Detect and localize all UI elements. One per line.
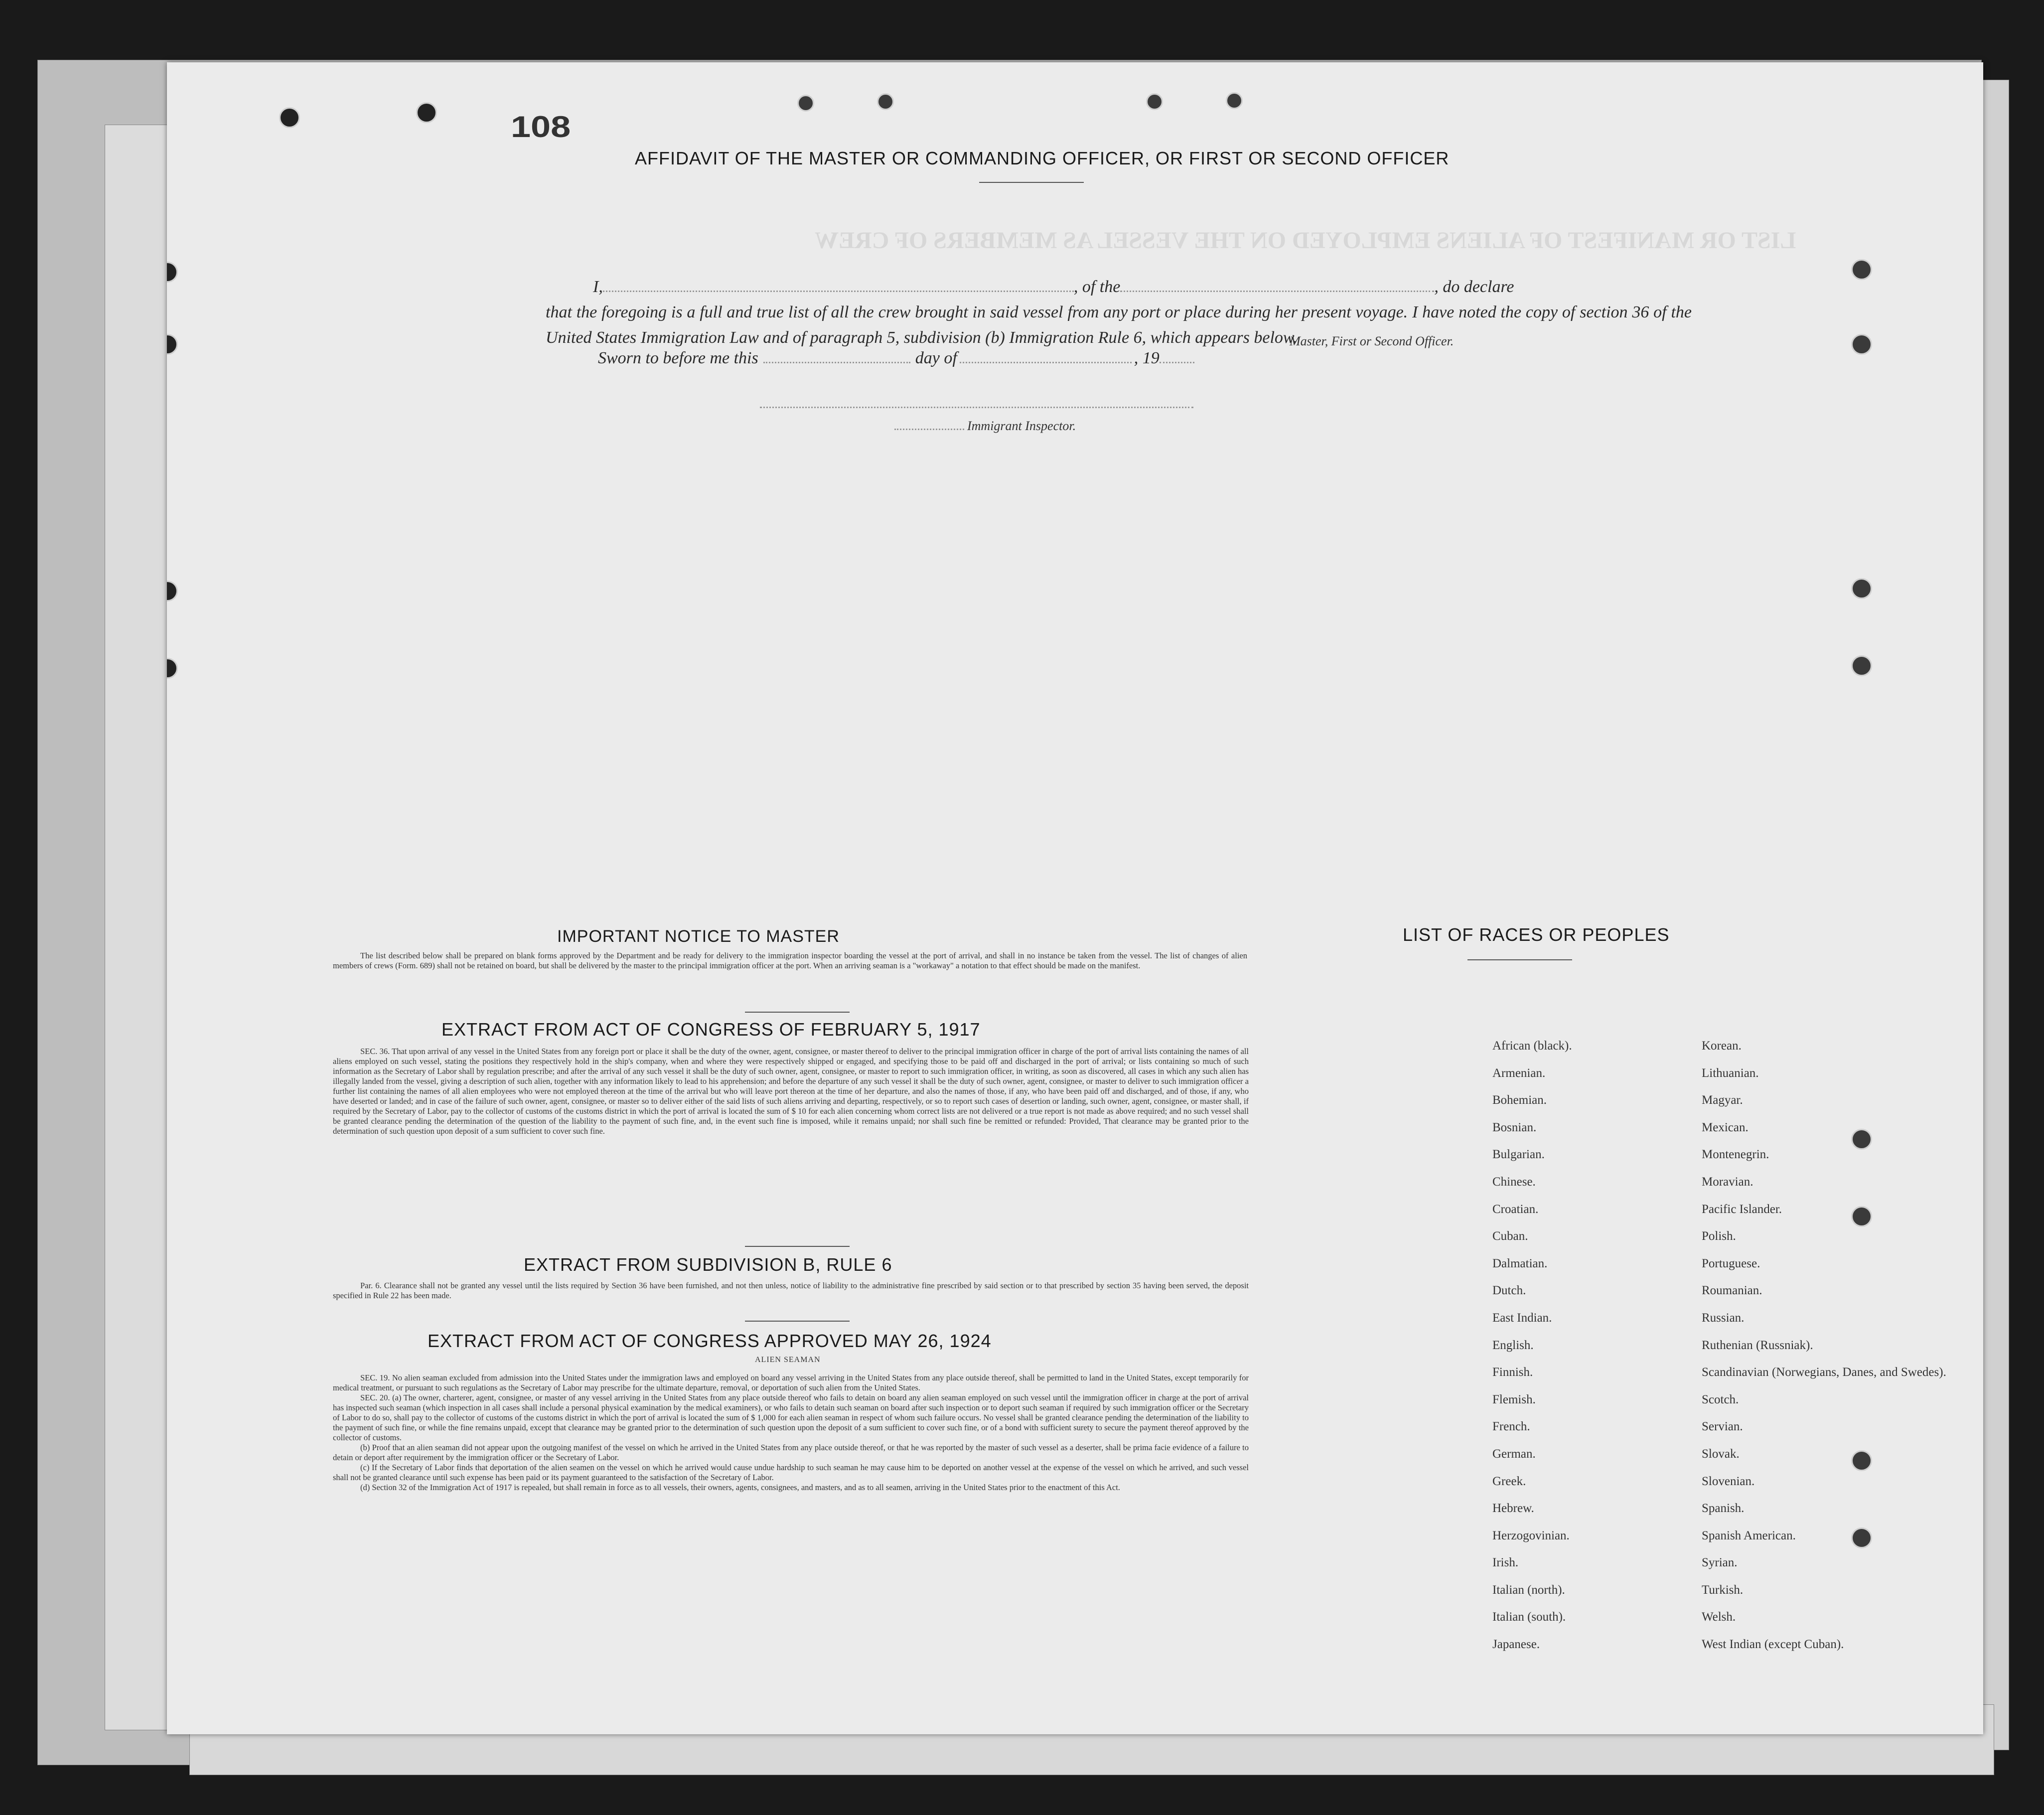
punch-hole — [416, 102, 437, 123]
form-number-footer — [1747, 1724, 1749, 1732]
race-item: Polish. — [1702, 1229, 1736, 1243]
punch-hole — [797, 95, 814, 112]
punch-hole — [1851, 334, 1872, 355]
inspector-label: Immigrant Inspector. — [967, 419, 1076, 433]
affidavit-text — [546, 274, 1692, 350]
race-item: Ruthenian (Russniak). — [1702, 1338, 1813, 1352]
punch-hole — [167, 334, 178, 355]
notice-title: IMPORTANT NOTICE TO MASTER — [557, 927, 840, 946]
race-item: Korean. — [1702, 1039, 1742, 1053]
do-declare-label: , do declare — [1434, 278, 1514, 296]
race-item: Spanish. — [1702, 1502, 1745, 1515]
race-item: Russian. — [1702, 1311, 1745, 1325]
race-item: Syrian. — [1702, 1556, 1738, 1570]
punch-hole — [167, 658, 178, 679]
i-label: I, — [593, 278, 603, 296]
race-item: Croatian. — [1492, 1202, 1539, 1216]
race-item: Greek. — [1492, 1474, 1526, 1488]
race-item: Bohemian. — [1492, 1093, 1547, 1107]
extract-1924-title: EXTRACT FROM ACT OF CONGRESS APPROVED MAY 26, 1924 — [428, 1331, 992, 1351]
race-item: Hebrew. — [1492, 1502, 1534, 1515]
sworn-line — [598, 349, 1194, 368]
manifest-reverse-page — [167, 62, 1983, 1734]
race-item: Mexican. — [1702, 1120, 1749, 1134]
race-item: Bulgarian. — [1492, 1148, 1545, 1162]
extract-1924-subtitle: ALIEN SEAMAN — [755, 1356, 821, 1364]
race-item: Scandinavian (Norwegians, Danes, and Swedes). — [1702, 1365, 1946, 1379]
handwritten-page-number: 108 — [510, 110, 571, 144]
extract-1924-sec20b: (b) Proof that an alien seaman did not appear upon the outgoing manifest of the vessel on which he arrived in the United States from any place outside thereof, or that he was reported by the master of such vessel as a deserter, shall be prima facie evidence of a failure to detain or deport after requirement by the immigration officer or the Secretary of Labor. — [333, 1443, 1249, 1462]
master-signature-label: Master, First or Second Officer. — [1290, 334, 1454, 348]
race-item: Roumanian. — [1702, 1284, 1762, 1298]
punch-hole — [1851, 259, 1872, 280]
punch-hole — [279, 107, 300, 128]
punch-hole — [1226, 92, 1243, 109]
race-item: West Indian (except Cuban). — [1702, 1638, 1844, 1652]
race-item: Dalmatian. — [1492, 1256, 1548, 1270]
vessel-blank — [1120, 290, 1434, 292]
extract-1924-text — [333, 1373, 1249, 1493]
extract-1917-title: EXTRACT FROM ACT OF CONGRESS OF FEBRUARY 5, 1917 — [441, 1019, 981, 1040]
notice-text: The list described below shall be prepared on blank forms approved by the Department and be ready for delivery to the immigration inspector boarding the vessel at the port of arrival, and shall in no instance be taken from the vessel. The list of changes of alien members of crews (Form. 689) shall not be retained on board, but shall be delivered by the master to the principal immigration officer at the port. When an arriving seaman is a "workaway" a notation to that effect should be made on the manifest. — [333, 951, 1247, 970]
year-label: , 19 — [1134, 349, 1160, 367]
affidavit-title-rule — [979, 182, 1084, 183]
race-item: Welsh. — [1702, 1610, 1736, 1624]
race-item: Flemish. — [1492, 1392, 1536, 1406]
extract-1924-sec20a: SEC. 20. (a) The owner, charterer, agent, consignee, or master of any vessel arriving in the United States from any place outside thereof who fails to detain on board any alien seaman employed on such vessel until the immigration officer in charge at the port of arrival has inspected such seaman (which inspection in all cases shall include a personal physical examination by the medical examiners), or who fails to detain such seaman on board after such inspection or to deport such seaman if required by such immigration officer or the Secretary of Labor to do so, shall pay to the collector of customs of the customs district in which the port of arrival is located the sum of $ 1,000 for each alien seaman in respect of whom such failure occurs. No vessel shall be granted clearance pending the determination of the liability to the payment of such fine, or while the fine remains unpaid, except that clearance may be granted prior to the determination of such question upon the deposit of a sum sufficient to cover such fine, or of a bond with sufficient surety to secure the payment thereof approved by the collector of customs. — [333, 1393, 1249, 1442]
race-item: Italian (north). — [1492, 1583, 1565, 1597]
races-title: LIST OF RACES OR PEOPLES — [1403, 924, 1670, 945]
affidavit-body: that the foregoing is a full and true list of all the crew brought in said vessel from any port or place during her present voyage. I have noted the copy of section 36 of the United States Immigration Law and of paragraph 5, subdivision (b) Immigration Rule 6, which appears below. — [546, 303, 1692, 347]
extract-1924-sec19: SEC. 19. No alien seaman excluded from admission into the United States under the immigration laws and employed on board any vessel arriving in the United States from any place outside thereof, shall be permitted to land in the United States, except temporarily for medical treatment, or pursuant to such regulations as the Secretary of Labor may prescribe for the ultimate departure, removal, or deportation of such alien from the United States. — [333, 1373, 1249, 1392]
day-of-label: day of — [915, 349, 957, 367]
race-item: French. — [1492, 1420, 1530, 1434]
race-item: Turkish. — [1702, 1583, 1744, 1597]
race-item: Pacific Islander. — [1702, 1202, 1782, 1216]
inspector-line — [894, 419, 1076, 434]
sworn-month-blank — [960, 361, 1132, 363]
affidavit-first-line — [546, 274, 1692, 300]
punch-hole — [1851, 655, 1872, 676]
race-item: Armenian. — [1492, 1066, 1546, 1080]
race-item: Slovenian. — [1702, 1474, 1755, 1488]
extract-rule6-text: Par. 6. Clearance shall not be granted any vessel until the lists required by Section 36 have been furnished, and not then unless, notice of liability to the administrative fine prescribed by said section or to that prescribed by section 35 having been served, the deposit specified in Rule 22 has been made. — [333, 1281, 1249, 1300]
race-item: Montenegrin. — [1702, 1148, 1769, 1162]
of-the-label: , of the — [1073, 278, 1121, 296]
punch-hole — [877, 93, 894, 110]
bleed-through-text: LIST OR MANIFEST OF ALIENS EMPLOYED ON THE VESSEL AS MEMBERS OF CREW — [815, 227, 1796, 254]
punch-hole — [1851, 578, 1872, 599]
race-item: African (black). — [1492, 1039, 1572, 1053]
extract-1924-sec20d: (d) Section 32 of the Immigration Act of 1917 is repealed, but shall remain in force as to all vessels, their owners, agents, consignees, and masters, and as to all seamen, arriving in the United States prior to the enactment of this Act. — [360, 1483, 1120, 1492]
punch-hole — [167, 581, 178, 602]
race-item: East Indian. — [1492, 1311, 1552, 1325]
race-item: Cuban. — [1492, 1229, 1528, 1243]
race-item: Irish. — [1492, 1556, 1519, 1570]
race-item: Spanish American. — [1702, 1528, 1796, 1542]
sworn-year-blank — [1160, 361, 1194, 363]
race-item: Slovak. — [1702, 1447, 1740, 1461]
race-item: Lithuanian. — [1702, 1066, 1759, 1080]
race-item: Servian. — [1702, 1420, 1743, 1434]
race-item: Italian (south). — [1492, 1610, 1566, 1624]
notice-rule — [745, 1012, 850, 1013]
races-list — [1492, 1039, 1983, 1665]
affidavit-title: AFFIDAVIT OF THE MASTER OR COMMANDING OFFICER, OR FIRST OR SECOND OFFICER — [635, 148, 1450, 168]
extract-1917-text: SEC. 36. That upon arrival of any vessel in the United States from any foreign port or place it shall be the duty of the owner, agent, consignee, or master thereof to deliver to the principal immigration officer in charge of the port of arrival lists containing the names of all aliens employed on such vessel, stating the positions they respectively hold in the ship's company, when and where they were respectively shipped or engaged, and specifying those to be paid off and discharged in the port of arrival; or lists containing so much of such information as the Secretary of Labor shall by regulation prescribe; and after the arrival of any such vessel it shall be the duty of such owner, agent, consignee, or master to report to such immigration officer, in writing, as soon as discovered, all cases in which any such alien has illegally landed from the vessel, giving a description of such alien, together with any information likely to lead to his apprehension; and before the departure of any such vessel it shall be the duty of such owner, agent, consignee, or master to deliver to such immigration officer a further list containing the names of all alien employees who were not employed thereon at the time of the arrival but who will leave port thereon at the time of her departure, and also the names of those, if any, who have been paid off and discharged, and of those, if any, who have deserted or landed; and in case of the failure of such owner, agent, consignee, or master so to deliver either of the said lists of such aliens arriving and departing, respectively, or so to report such cases of desertion or landing, such owner, agent, consignee, or master shall, if required by the Secretary of Labor, pay to the collector of customs of the customs district in which the port of arrival is located the sum of $ 10 for each alien concerning whom correct lists are not delivered or a true report is not made as above required; and no such vessel shall be granted clearance pending the determination of the question of the liability to the payment of such fine, and, in the event such fine is imposed, while it remains unpaid; nor shall such fine be remitted or refunded: Provided, That clearance may be granted prior to the determination of such question upon deposit of a sum sufficient to cover such fine. — [333, 1047, 1249, 1136]
race-item: Magyar. — [1702, 1093, 1743, 1107]
race-item: Bosnian. — [1492, 1120, 1537, 1134]
punch-hole — [167, 262, 178, 283]
punch-hole — [1146, 93, 1163, 110]
sworn-label: Sworn to before me this — [598, 349, 758, 367]
race-item: Herzogovinian. — [1492, 1528, 1570, 1542]
extract-rule6-rule — [745, 1321, 850, 1322]
race-item: German. — [1492, 1447, 1536, 1461]
race-item: Scotch. — [1702, 1392, 1739, 1406]
race-item: Japanese. — [1492, 1638, 1540, 1652]
race-item: Portuguese. — [1702, 1256, 1760, 1270]
extract-1917-rule — [745, 1246, 850, 1247]
race-item: Chinese. — [1492, 1175, 1536, 1189]
extract-1924-sec20c: (c) If the Secretary of Labor finds that deportation of the alien seamen on the vessel on which he arrived would cause undue hardship to such seaman he may cause him to be deported on another vessel at the expense of the vessel on which he arrived, and such vessel shall not be granted clearance until such expense has been paid or its payment guaranteed to the satisfaction of the Secretary of Labor. — [333, 1463, 1249, 1482]
race-item: Dutch. — [1492, 1284, 1526, 1298]
inspector-signature-blank — [760, 406, 1193, 408]
sworn-day-blank — [763, 361, 910, 363]
name-blank — [603, 290, 1074, 292]
race-item: English. — [1492, 1338, 1534, 1352]
race-item: Finnish. — [1492, 1365, 1533, 1379]
inspector-dots — [894, 428, 964, 430]
races-rule — [1467, 959, 1572, 960]
race-item: Moravian. — [1702, 1175, 1753, 1189]
extract-rule6-title: EXTRACT FROM SUBDIVISION B, RULE 6 — [524, 1254, 892, 1275]
